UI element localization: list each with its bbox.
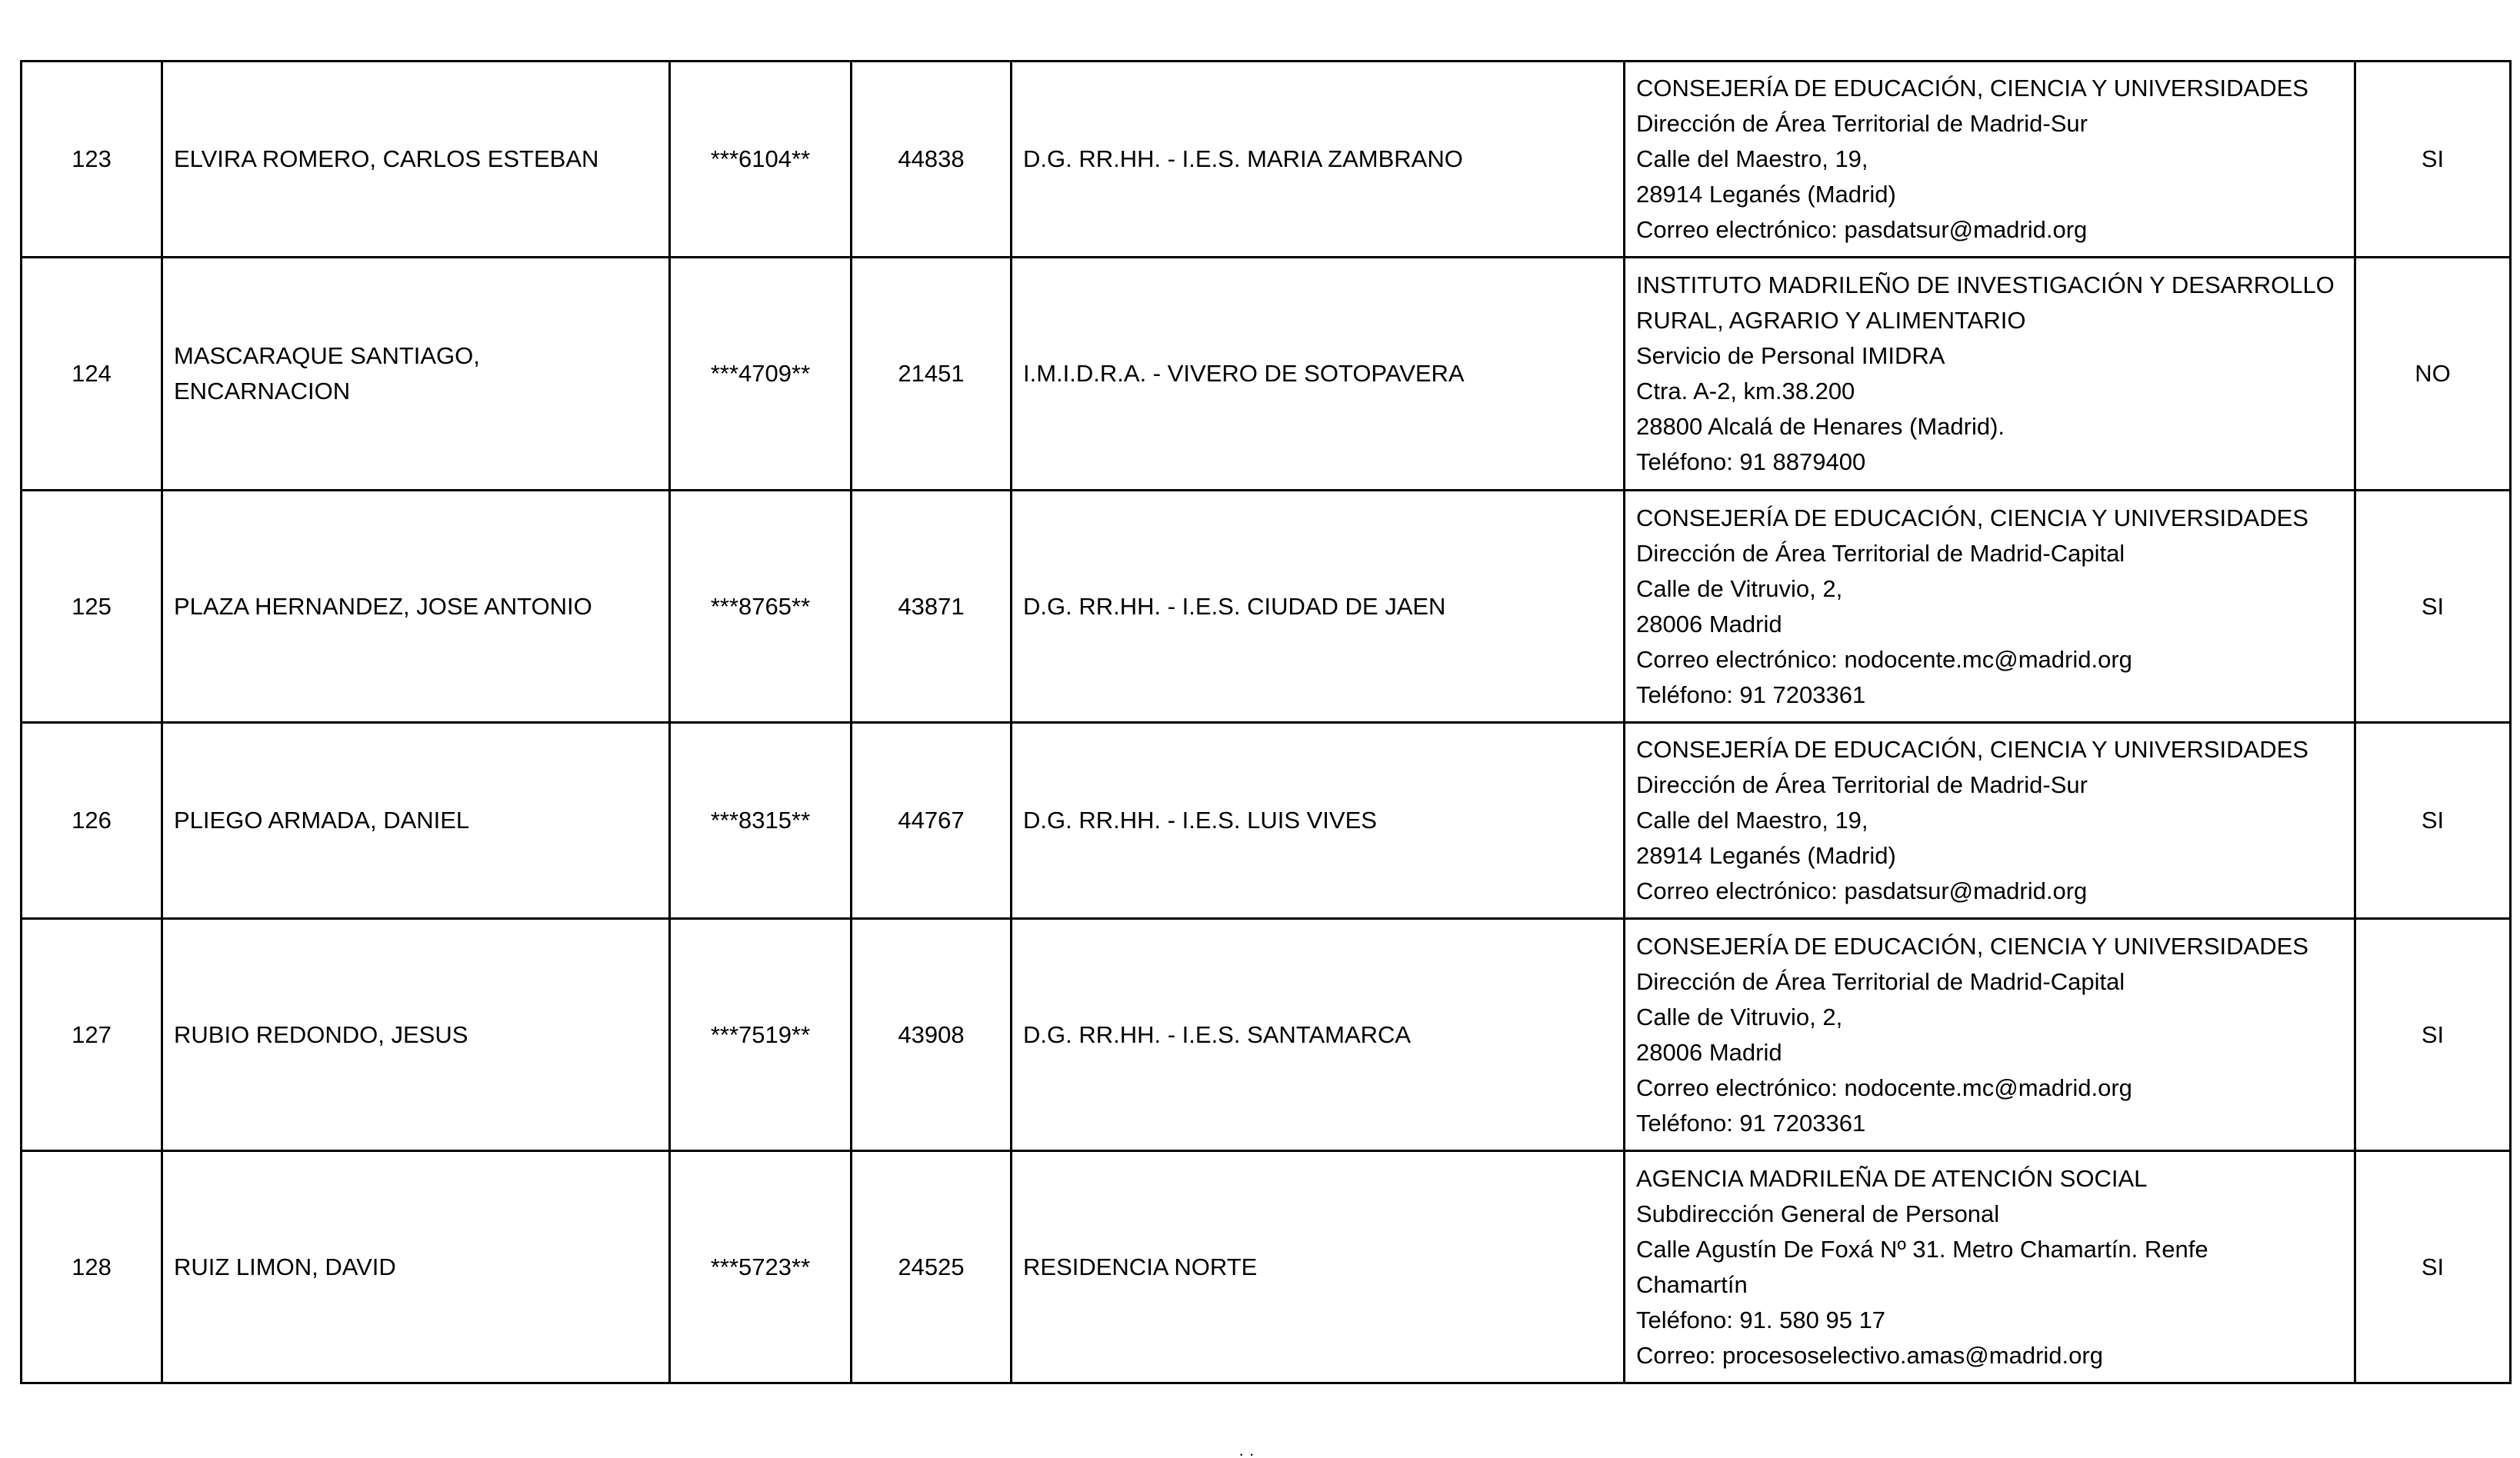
- contact-line: RURAL, AGRARIO Y ALIMENTARIO: [1636, 307, 2026, 334]
- work-unit: D.G. RR.HH. - I.E.S. CIUDAD DE JAEN: [1012, 491, 1625, 723]
- contact-line: Chamartín: [1636, 1270, 1748, 1298]
- contact-line: Dirección de Área Territorial de Madrid-Capital: [1636, 539, 2125, 567]
- personnel-table: [20, 60, 2512, 1384]
- person-name: RUIZ LIMON, DAVID: [162, 1151, 670, 1383]
- row-number: 126: [22, 723, 162, 919]
- contact-line: Calle de Vitruvio, 2,: [1636, 1003, 1843, 1030]
- contact-line: CONSEJERÍA DE EDUCACIÓN, CIENCIA Y UNIVERSIDADES: [1636, 75, 2308, 102]
- position-code: 24525: [852, 1151, 1012, 1383]
- contact-line: Correo: procesoselectivo.amas@madrid.org: [1636, 1341, 2103, 1369]
- row-number: 124: [22, 258, 162, 491]
- position-code: 43908: [852, 919, 1012, 1151]
- page-number: · ·: [1238, 1446, 1255, 1458]
- contact-line: Correo electrónico: nodocente.mc@madrid.org: [1636, 1074, 2132, 1101]
- contact-line: CONSEJERÍA DE EDUCACIÓN, CIENCIA Y UNIVERSIDADES: [1636, 504, 2308, 531]
- person-name: PLIEGO ARMADA, DANIEL: [162, 723, 670, 919]
- row-number: 127: [22, 919, 162, 1151]
- position-code: 21451: [852, 258, 1012, 491]
- row-number: 125: [22, 491, 162, 723]
- organization-contact: [1625, 723, 2355, 919]
- contact-line: INSTITUTO MADRILEÑO DE INVESTIGACIÓN Y DESARROLLO: [1636, 271, 2335, 298]
- contact-line: Ctra. A-2, km.38.200: [1636, 378, 1855, 404]
- position-code: 43871: [852, 491, 1012, 723]
- contact-line: CONSEJERÍA DE EDUCACIÓN, CIENCIA Y UNIVERSIDADES: [1636, 932, 2308, 960]
- contact-line: Calle del Maestro, 19,: [1636, 145, 1868, 172]
- organization-contact: [1625, 919, 2355, 1151]
- row-number: 128: [22, 1151, 162, 1383]
- contact-line: CONSEJERÍA DE EDUCACIÓN, CIENCIA Y UNIVERSIDADES: [1636, 736, 2308, 763]
- row-number: 123: [22, 62, 162, 258]
- contact-line: Teléfono: 91 8879400: [1636, 448, 1866, 475]
- masked-id: ***8315**: [670, 723, 852, 919]
- person-name: MASCARAQUE SANTIAGO, ENCARNACION: [162, 258, 670, 491]
- status-flag: SI: [2355, 919, 2511, 1151]
- status-flag: SI: [2355, 62, 2511, 258]
- contact-line: Calle de Vitruvio, 2,: [1636, 574, 1843, 602]
- contact-line: Teléfono: 91 7203361: [1636, 681, 1866, 708]
- table-row: [22, 491, 2511, 723]
- masked-id: ***8765**: [670, 491, 852, 723]
- contact-line: 28914 Leganés (Madrid): [1636, 181, 1896, 208]
- person-name: RUBIO REDONDO, JESUS: [162, 919, 670, 1151]
- contact-line: Dirección de Área Territorial de Madrid-Sur: [1636, 771, 2088, 798]
- organization-contact: [1625, 258, 2355, 491]
- position-code: 44767: [852, 723, 1012, 919]
- masked-id: ***6104**: [670, 62, 852, 258]
- table-row: [22, 62, 2511, 258]
- contact-line: Calle del Maestro, 19,: [1636, 807, 1868, 834]
- contact-line: Servicio de Personal IMIDRA: [1636, 342, 1945, 369]
- status-flag: SI: [2355, 491, 2511, 723]
- contact-line: Calle Agustín De Foxá Nº 31. Metro Chamartín. Renfe: [1636, 1235, 2208, 1263]
- organization-contact: [1625, 62, 2355, 258]
- contact-line: 28006 Madrid: [1636, 610, 1782, 637]
- contact-line: Correo electrónico: pasdatsur@madrid.org: [1636, 216, 2088, 243]
- contact-line: 28800 Alcalá de Henares (Madrid).: [1636, 413, 2005, 440]
- masked-id: ***7519**: [670, 919, 852, 1151]
- work-unit: D.G. RR.HH. - I.E.S. LUIS VIVES: [1012, 723, 1625, 919]
- organization-contact: [1625, 491, 2355, 723]
- status-flag: SI: [2355, 1151, 2511, 1383]
- position-code: 44838: [852, 62, 1012, 258]
- masked-id: ***4709**: [670, 258, 852, 491]
- table-row: [22, 1151, 2511, 1383]
- work-unit: RESIDENCIA NORTE: [1012, 1151, 1625, 1383]
- status-flag: SI: [2355, 723, 2511, 919]
- contact-line: 28914 Leganés (Madrid): [1636, 842, 1896, 869]
- contact-line: Correo electrónico: nodocente.mc@madrid.org: [1636, 645, 2132, 673]
- person-name: PLAZA HERNANDEZ, JOSE ANTONIO: [162, 491, 670, 723]
- contact-line: 28006 Madrid: [1636, 1038, 1782, 1066]
- contact-line: Teléfono: 91. 580 95 17: [1636, 1306, 1886, 1333]
- contact-line: Subdirección General de Personal: [1636, 1200, 2000, 1227]
- masked-id: ***5723**: [670, 1151, 852, 1383]
- table-row: [22, 723, 2511, 919]
- person-name: ELVIRA ROMERO, CARLOS ESTEBAN: [162, 62, 670, 258]
- table-row: [22, 919, 2511, 1151]
- contact-line: Dirección de Área Territorial de Madrid-Capital: [1636, 967, 2125, 995]
- status-flag: NO: [2355, 258, 2511, 491]
- contact-line: Teléfono: 91 7203361: [1636, 1109, 1866, 1137]
- organization-contact: [1625, 1151, 2355, 1383]
- contact-line: Correo electrónico: pasdatsur@madrid.org: [1636, 877, 2088, 904]
- work-unit: D.G. RR.HH. - I.E.S. MARIA ZAMBRANO: [1012, 62, 1625, 258]
- table-row: [22, 258, 2511, 491]
- work-unit: I.M.I.D.R.A. - VIVERO DE SOTOPAVERA: [1012, 258, 1625, 491]
- contact-line: AGENCIA MADRILEÑA DE ATENCIÓN SOCIAL: [1636, 1164, 2148, 1192]
- work-unit: D.G. RR.HH. - I.E.S. SANTAMARCA: [1012, 919, 1625, 1151]
- contact-line: Dirección de Área Territorial de Madrid-Sur: [1636, 110, 2088, 137]
